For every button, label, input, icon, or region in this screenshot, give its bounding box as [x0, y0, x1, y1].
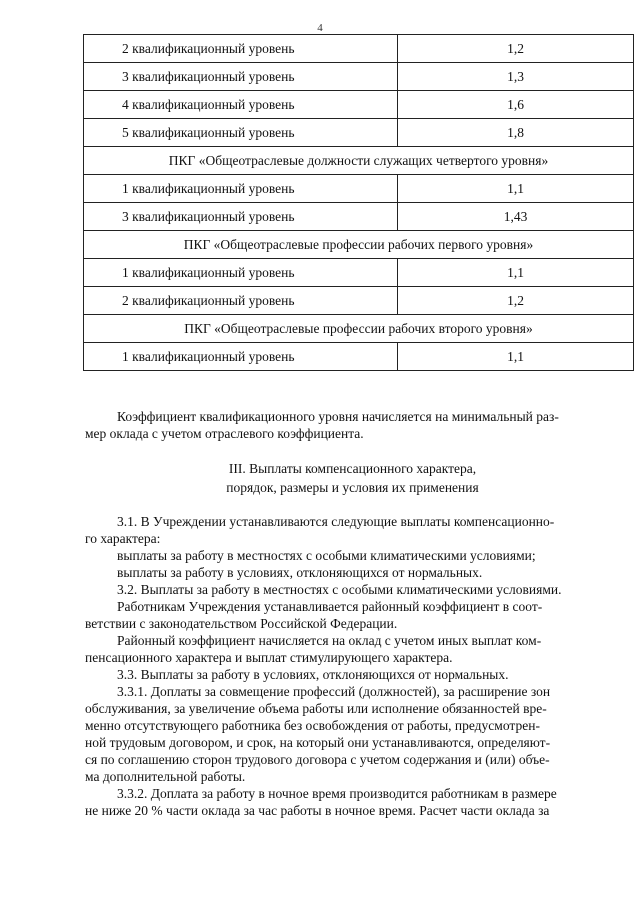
level-label: 2 квалификационный уровень [84, 287, 398, 315]
body-line: ся по соглашению сторон трудового договора с учетом содержания и (или) объе- [85, 752, 550, 767]
table-row [84, 63, 634, 91]
body-line: 3.3.1. Доплаты за совмещение профессий (должностей), за расширение зон [117, 684, 551, 699]
table-row [84, 203, 634, 231]
body-line: 3.3.2. Доплата за работу в ночное время производится работникам в размере [117, 786, 557, 801]
table-group-row [84, 315, 634, 343]
body-line: го характера: [85, 531, 161, 546]
body-line: 3.1. В Учреждении устанавливаются следующие выплаты компенсационно- [117, 514, 555, 529]
level-label: 2 квалификационный уровень [84, 35, 398, 63]
body-line: пенсационного характера и выплат стимулирующего характера. [85, 650, 453, 665]
group-title: ПКГ «Общеотраслевые должности служащих четвертого уровня» [84, 147, 634, 175]
table-group-row [84, 231, 634, 259]
coefficient-value: 1,6 [398, 91, 634, 119]
coefficient-value: 1,3 [398, 63, 634, 91]
heading-line: III. Выплаты компенсационного характера, [228, 461, 477, 476]
body-line: не ниже 20 % части оклада за час работы в ночное время. Расчет части оклада за [85, 803, 550, 818]
group-title: ПКГ «Общеотраслевые профессии рабочих второго уровня» [84, 315, 634, 343]
coefficient-note [85, 408, 620, 442]
body-line: ветствии с законодательством Российской Федерации. [85, 616, 398, 631]
body-line: ной трудовым договором, и срок, на который они устанавливаются, определяют- [85, 735, 551, 750]
body-line: 3.3. Выплаты за работу в условиях, отклоняющихся от нормальных. [117, 667, 509, 682]
coefficient-table [83, 34, 634, 371]
level-label: 3 квалификационный уровень [84, 63, 398, 91]
body-line: выплаты за работу в местностях с особыми климатическими условиями; [117, 548, 536, 563]
level-label: 5 квалификационный уровень [84, 119, 398, 147]
level-label: 3 квалификационный уровень [84, 203, 398, 231]
body-line: менно отсутствующего работника без освобождения от работы, предусмотрен- [85, 718, 540, 733]
level-label: 1 квалификационный уровень [84, 175, 398, 203]
heading-line: порядок, размеры и условия их применения [226, 480, 479, 495]
coefficient-value: 1,1 [398, 259, 634, 287]
body-line: Работникам Учреждения устанавливается районный коэффициент в соот- [117, 599, 543, 614]
body-line: обслуживания, за увеличение объема работы или исполнение обязанностей вре- [85, 701, 547, 716]
coefficient-value: 1,1 [398, 175, 634, 203]
body-line: выплаты за работу в условиях, отклоняющихся от нормальных. [117, 565, 483, 580]
table-row [84, 175, 634, 203]
section-heading [85, 459, 620, 497]
table-group-row [84, 147, 634, 175]
table-row [84, 343, 634, 371]
section-body [85, 513, 620, 819]
level-label: 1 квалификационный уровень [84, 259, 398, 287]
note-line: Коэффициент квалификационного уровня начисляется на минимальный раз- [117, 409, 559, 424]
coefficient-value: 1,8 [398, 119, 634, 147]
body-line: Районный коэффициент начисляется на оклад с учетом иных выплат ком- [117, 633, 542, 648]
group-title: ПКГ «Общеотраслевые профессии рабочих первого уровня» [84, 231, 634, 259]
body-line: ма дополнительной работы. [85, 769, 246, 784]
page-number: 4 [317, 22, 323, 34]
table-row [84, 91, 634, 119]
level-label: 4 квалификационный уровень [84, 91, 398, 119]
table-row [84, 119, 634, 147]
table-row [84, 35, 634, 63]
coefficient-value: 1,43 [398, 203, 634, 231]
note-line: мер оклада с учетом отраслевого коэффициента. [85, 426, 364, 441]
coefficient-value: 1,2 [398, 35, 634, 63]
coefficient-value: 1,1 [398, 343, 634, 371]
table-row [84, 287, 634, 315]
coefficient-value: 1,2 [398, 287, 634, 315]
body-line: 3.2. Выплаты за работу в местностях с особыми климатическими условиями. [117, 582, 562, 597]
level-label: 1 квалификационный уровень [84, 343, 398, 371]
table-row [84, 259, 634, 287]
